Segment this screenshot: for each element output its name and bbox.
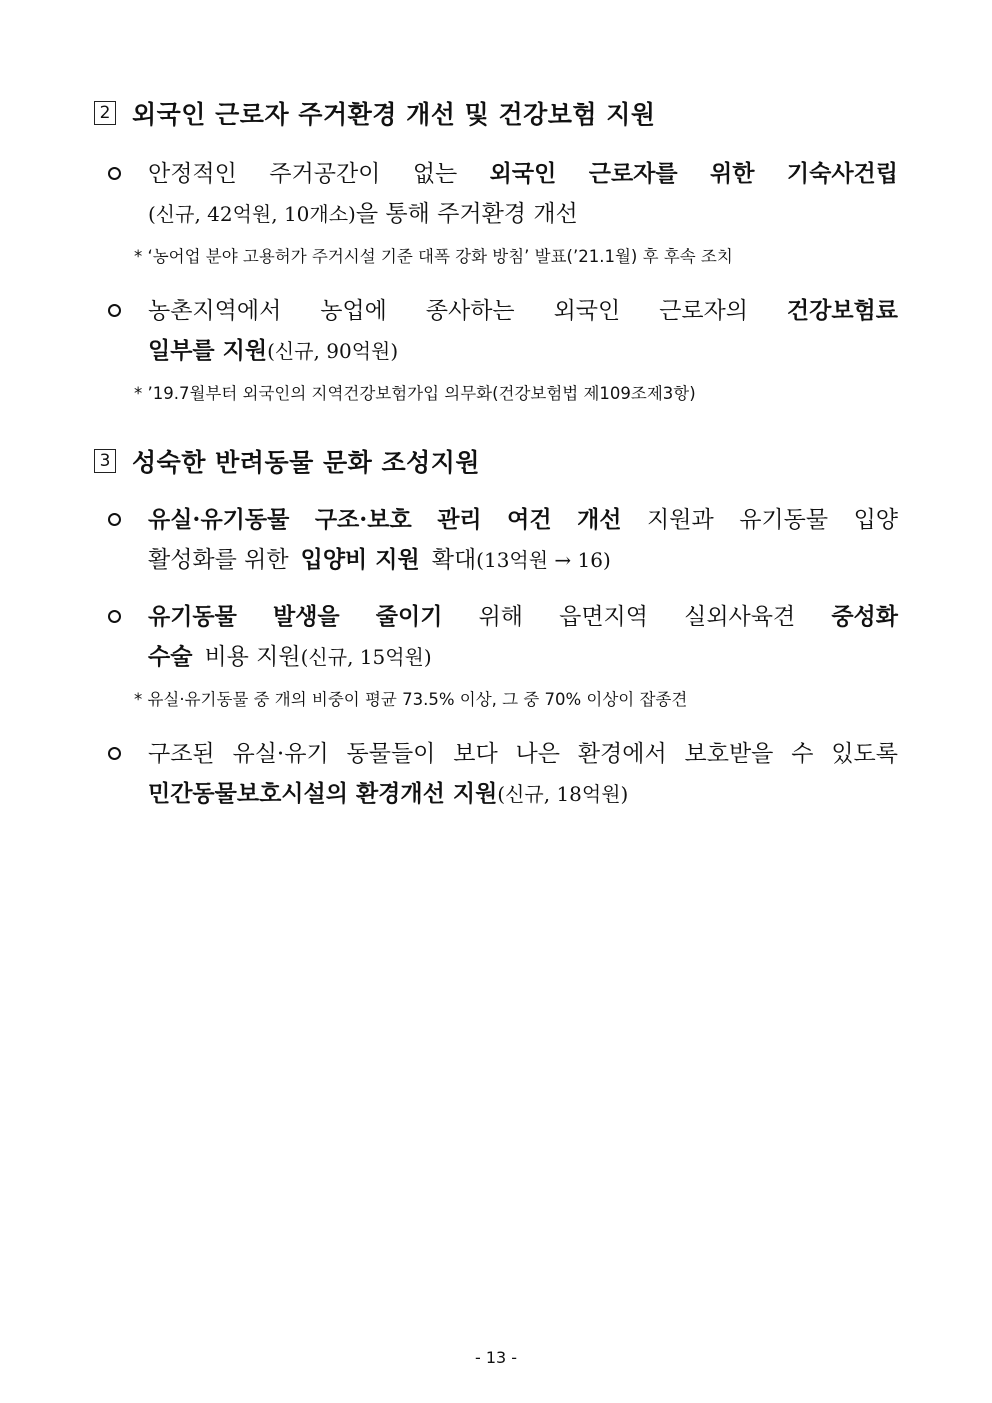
footnote: * ’19.7월부터 외국인의 지역건강보험가입 의무화(건강보험법 제109조제3항) <box>134 384 696 403</box>
circle-bullet-icon <box>108 513 121 526</box>
section-number-box: 3 <box>94 449 116 473</box>
bullet-line: 민간동물보호시설의 환경개선 지원(신규, 18억원) <box>148 780 629 807</box>
circle-bullet-icon <box>108 304 121 317</box>
section-heading-3 <box>94 443 480 479</box>
section-title: 성숙한 반려동물 문화 조성지원 <box>132 448 481 477</box>
bullet-line: 안정적인 주거공간이 없는 외국인 근로자를 위한 기숙사건립 <box>148 160 898 187</box>
bullet-line: 농촌지역에서 농업에 종사하는 외국인 근로자의 건강보험료 <box>148 297 898 324</box>
page-number: - 13 - <box>474 1348 518 1367</box>
circle-bullet-icon <box>108 747 121 760</box>
circle-bullet-icon <box>108 610 121 623</box>
bullet-line: 유실·유기동물 구조·보호 관리 여건 개선 지원과 유기동물 입양 <box>148 506 898 533</box>
section-number-box: 2 <box>94 101 116 125</box>
bullet-line: 유기동물 발생을 줄이기 위해 읍면지역 실외사육견 중성화 <box>148 603 898 630</box>
bullet-line: 일부를 지원(신규, 90억원) <box>148 337 399 364</box>
section-heading-2 <box>94 95 656 131</box>
bullet-line: 구조된 유실·유기 동물들이 보다 나은 환경에서 보호받을 수 있도록 <box>148 741 898 767</box>
bullet-line: 활성화를 위한 입양비 지원 확대(13억원 → 16) <box>148 546 611 573</box>
circle-bullet-icon <box>108 167 121 180</box>
section-title: 외국인 근로자 주거환경 개선 및 건강보험 지원 <box>132 100 656 129</box>
bullet-line: 수술 비용 지원(신규, 15억원) <box>148 643 432 670</box>
footnote: * 유실·유기동물 중 개의 비중이 평균 73.5% 이상, 그 중 70% 이상이 잡종견 <box>134 690 688 709</box>
footnote: * ‘농어업 분야 고용허가 주거시설 기준 대폭 강화 방침’ 발표(’21.1월) 후 후속 조치 <box>134 247 733 266</box>
bullet-line: (신규, 42억원, 10개소)을 통해 주거환경 개선 <box>148 201 578 227</box>
